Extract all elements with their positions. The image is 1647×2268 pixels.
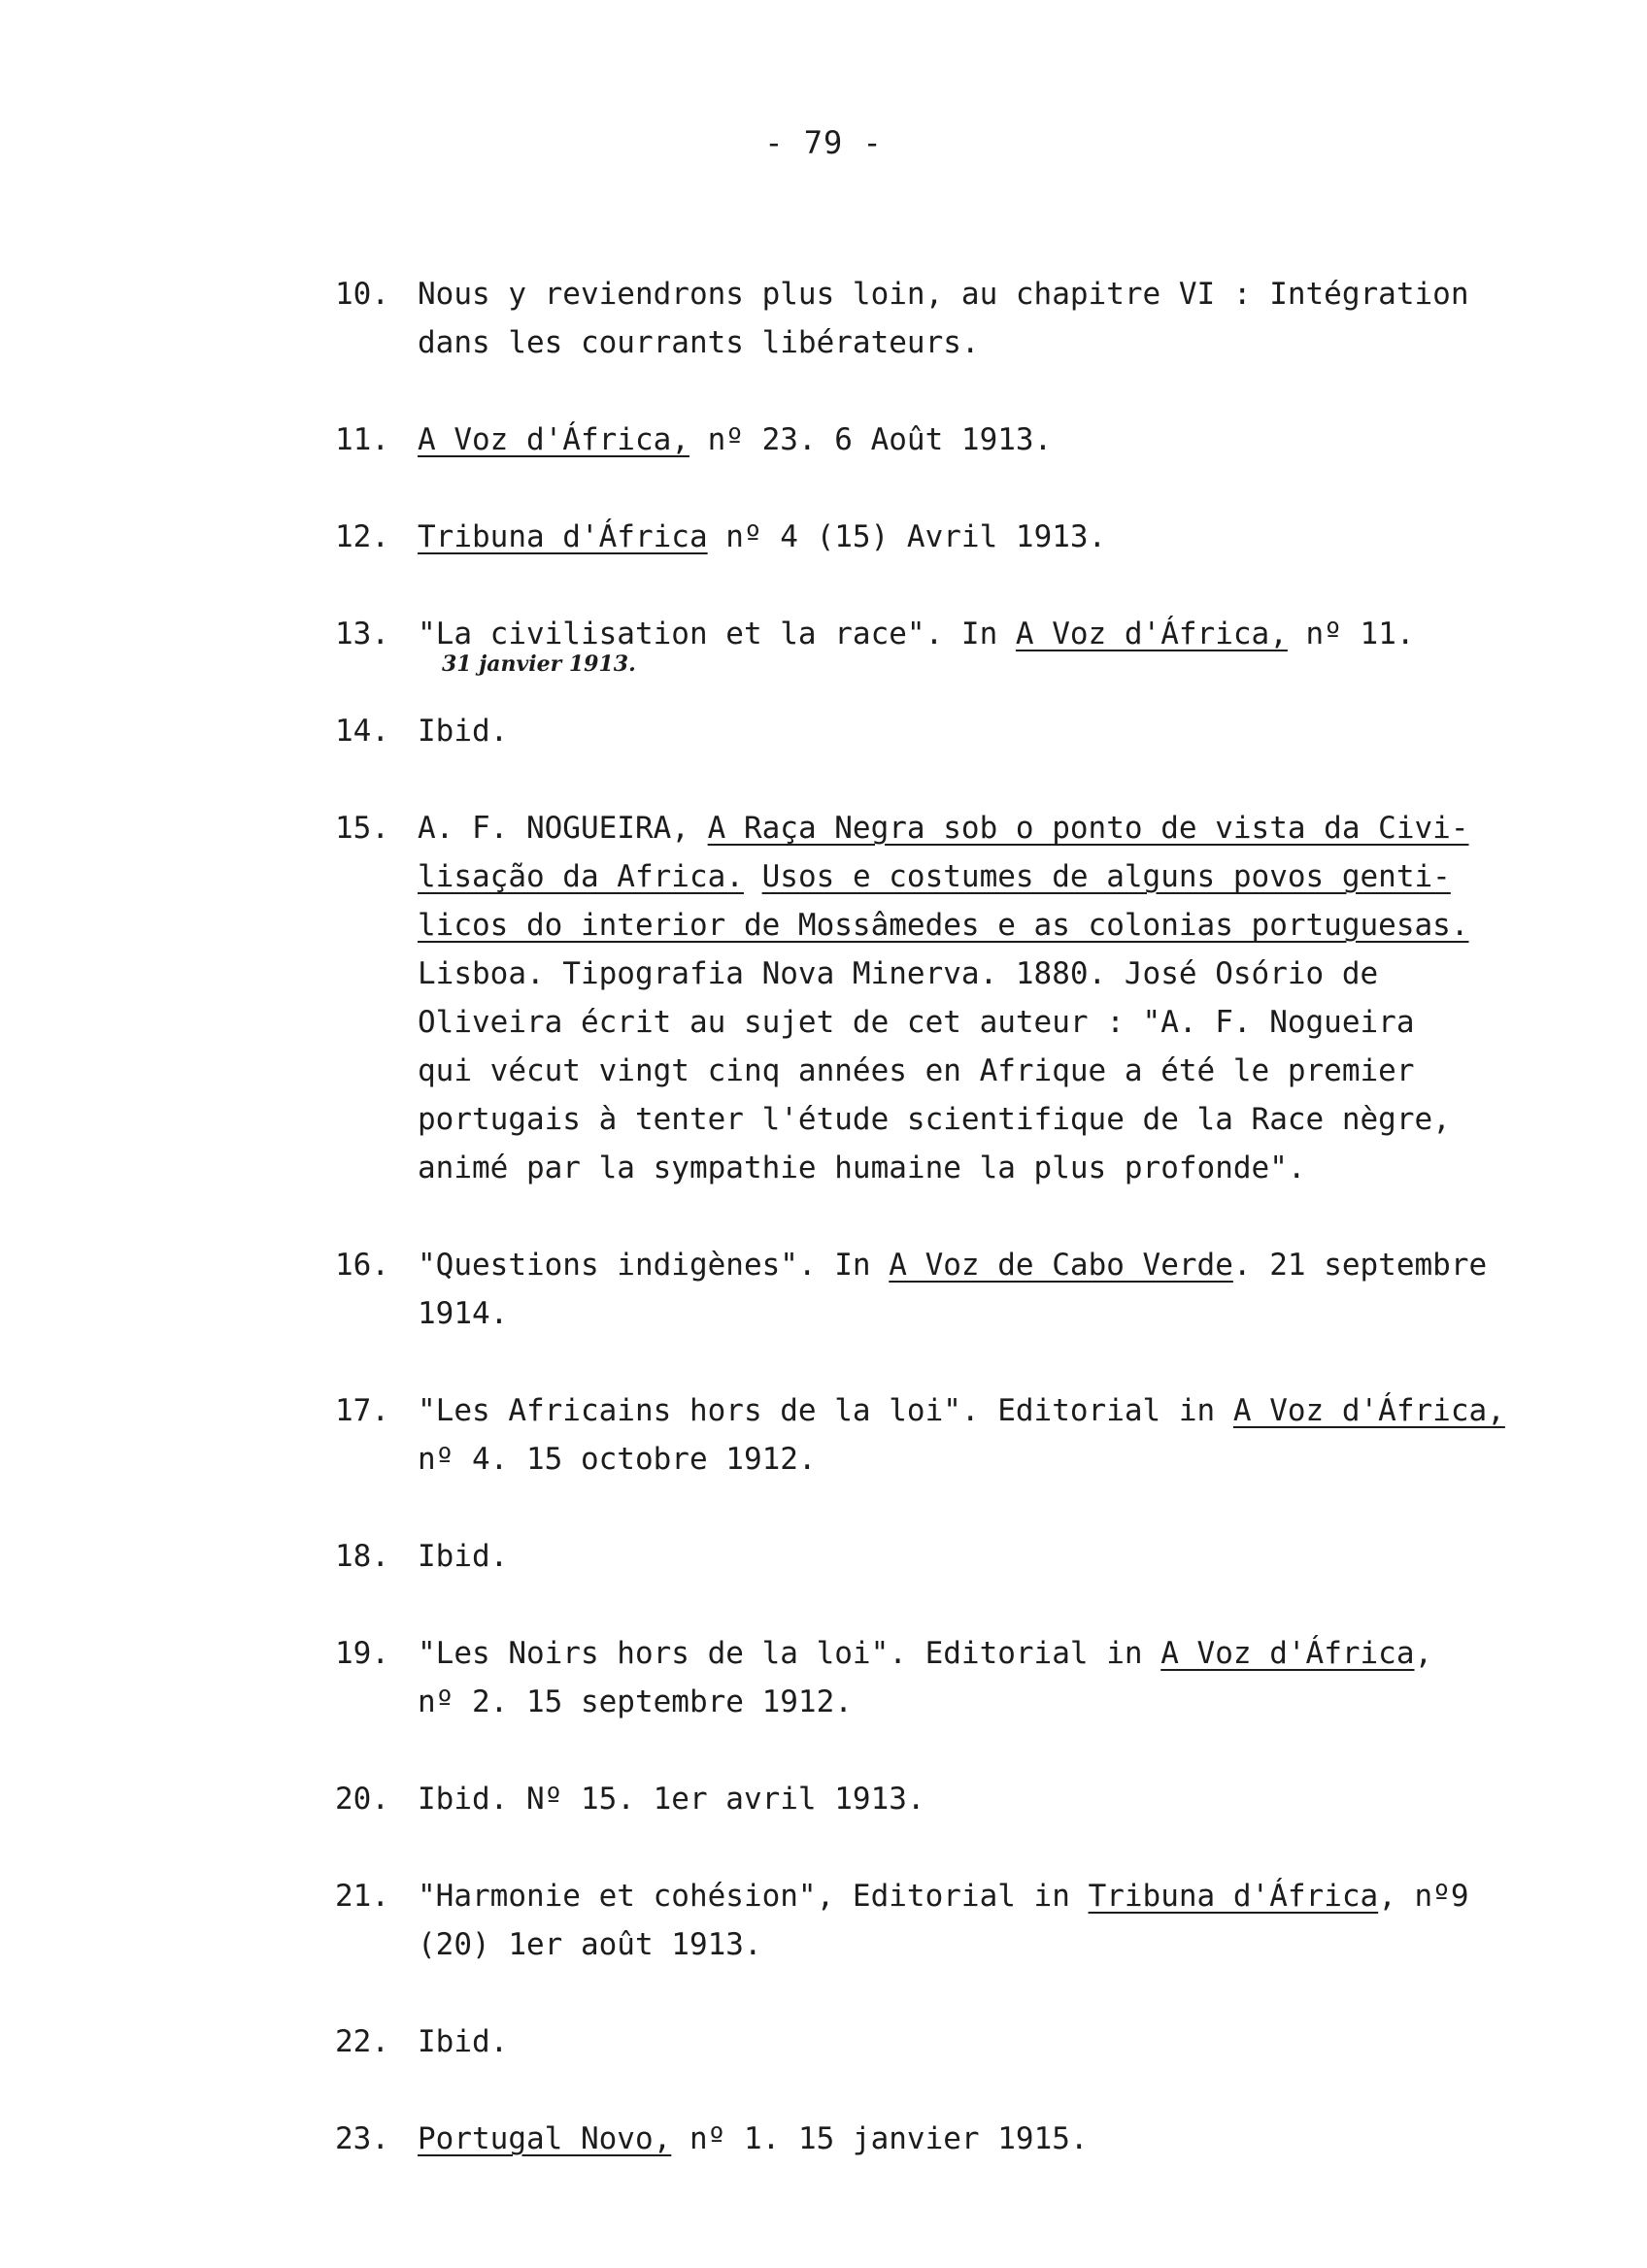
footnote-item	[335, 513, 1617, 561]
underlined-title: Portugal Novo,	[418, 2121, 672, 2156]
footnote-line	[418, 1241, 1617, 1289]
footnote-line	[418, 270, 1617, 318]
footnote-line	[418, 1289, 1617, 1338]
footnote-line	[418, 950, 1617, 998]
footnote-line	[418, 1775, 1617, 1823]
footnote-number: 19.	[335, 1636, 389, 1671]
footnote-number: 22.	[335, 2024, 389, 2059]
page-number: - 79 -	[764, 124, 883, 161]
footnote-line	[418, 513, 1617, 561]
footnote-line	[418, 804, 1617, 852]
underlined-title: Usos e costumes de alguns povos genti-	[761, 859, 1451, 894]
footnote-line	[418, 1386, 1617, 1435]
footnote-line	[418, 707, 1617, 755]
footnote-number: 12.	[335, 519, 389, 554]
footnote-number: 11.	[335, 422, 389, 457]
footnote-text: 1914.	[418, 1296, 509, 1331]
underlined-title: lisação da Africa.	[418, 859, 744, 894]
footnote-text: nº 1. 15 janvier 1915.	[671, 2121, 1089, 2156]
footnote-text: nº 4. 15 octobre 1912.	[418, 1442, 817, 1477]
footnote-item	[335, 1241, 1617, 1338]
footnote-text: nº 11.	[1287, 617, 1415, 651]
underlined-title: A Voz d'África,	[418, 422, 689, 457]
footnote-number: 20.	[335, 1782, 389, 1817]
footnote-text: "Les Africains hors de la loi". Editorial in	[418, 1393, 1233, 1428]
footnote-item	[335, 610, 1617, 677]
footnote-line	[418, 1678, 1617, 1726]
footnote-text: Ibid.	[418, 2024, 509, 2059]
footnote-text: Ibid.	[418, 714, 509, 749]
footnote-item	[335, 416, 1617, 464]
footnote-text: , nº9	[1378, 1879, 1469, 1914]
footnote-text: portugais à tenter l'étude scientifique de la Race nègre,	[418, 1102, 1451, 1137]
footnote-text: (20) 1er août 1913.	[418, 1927, 762, 1962]
footnote-line	[418, 1532, 1617, 1581]
footnote-number: 10.	[335, 277, 389, 312]
footnote-line	[418, 1872, 1617, 1920]
footnote-text: nº 4 (15) Avril 1913.	[707, 519, 1107, 554]
underlined-title: Tribuna d'África	[1088, 1879, 1379, 1914]
footnote-number: 21.	[335, 1879, 389, 1914]
footnote-number: 13.	[335, 617, 389, 651]
footnote-number: 23.	[335, 2121, 389, 2156]
footnote-line	[418, 416, 1617, 464]
underlined-title: A Voz de Cabo Verde	[889, 1248, 1233, 1283]
footnote-item	[335, 1532, 1617, 1581]
footnote-text: qui vécut vingt cinq années en Afrique a été le premier	[418, 1053, 1415, 1088]
footnote-text: Ibid.	[418, 1539, 509, 1574]
footnote-item	[335, 2115, 1617, 2163]
footnote-text: dans les courrants libérateurs.	[418, 325, 980, 360]
footnote-line	[418, 1144, 1617, 1192]
footnote-text: nº 2. 15 septembre 1912.	[418, 1684, 853, 1719]
footnote-text: Lisboa. Tipografia Nova Minerva. 1880. José Osório de	[418, 956, 1379, 991]
footnote-line	[418, 1629, 1617, 1678]
footnote-item	[335, 1629, 1617, 1726]
handwritten-annotation: 31 janvier 1913.	[442, 651, 636, 677]
footnote-line	[418, 998, 1617, 1047]
footnote-line	[418, 1095, 1617, 1144]
footnote-line	[418, 901, 1617, 950]
footnote-text: A. F. NOGUEIRA,	[418, 811, 708, 846]
footnote-text	[744, 859, 762, 894]
underlined-title: A Voz d'África,	[1015, 617, 1288, 651]
footnote-text: Ibid. Nº 15. 1er avril 1913.	[418, 1782, 925, 1817]
underlined-title: licos do interior de Mossâmedes e as colonias portuguesas.	[418, 908, 1469, 943]
footnote-item	[335, 707, 1617, 755]
footnote-text: "Questions indigènes". In	[418, 1248, 890, 1283]
footnote-line	[418, 1047, 1617, 1095]
underlined-title: A Raça Negra sob o ponto de vista da Civi-	[707, 811, 1469, 846]
footnote-line	[418, 1435, 1617, 1484]
footnote-number: 18.	[335, 1539, 389, 1574]
footnote-text: . 21 septembre	[1232, 1248, 1488, 1283]
footnote-number: 15.	[335, 811, 389, 846]
underlined-title: A Voz d'África,	[1232, 1393, 1505, 1428]
footnote-text: "La civilisation et la race". In	[418, 617, 1016, 651]
footnote-text: Nous y reviendrons plus loin, au chapitre VI : Intégration	[418, 277, 1469, 312]
footnote-item	[335, 1386, 1617, 1484]
footnote-number: 17.	[335, 1393, 389, 1428]
footnote-item	[335, 1775, 1617, 1823]
footnote-text: "Harmonie et cohésion", Editorial in	[418, 1879, 1089, 1914]
footnote-item	[335, 1872, 1617, 1969]
footnote-text: Oliveira écrit au sujet de cet auteur : "A. F. Nogueira	[418, 1005, 1415, 1040]
footnote-text: nº 23. 6 Août 1913.	[689, 422, 1053, 457]
footnote-item	[335, 270, 1617, 367]
footnote-line	[418, 2018, 1617, 2066]
footnote-item	[335, 2018, 1617, 2066]
underlined-title: A Voz d'África	[1160, 1636, 1415, 1671]
footnote-text: "Les Noirs hors de la loi". Editorial in	[418, 1636, 1161, 1671]
footnote-item	[335, 804, 1617, 1192]
footnote-number: 14.	[335, 714, 389, 749]
footnote-line	[418, 318, 1617, 367]
footnote-text: ,	[1414, 1636, 1433, 1671]
footnote-line	[418, 1920, 1617, 1969]
footnotes-list	[335, 270, 1617, 2212]
footnote-line	[418, 852, 1617, 901]
footnote-text: animé par la sympathie humaine la plus profonde".	[418, 1151, 1306, 1185]
footnote-number: 16.	[335, 1248, 389, 1283]
footnote-line	[418, 2115, 1617, 2163]
underlined-title: Tribuna d'África	[418, 519, 708, 554]
